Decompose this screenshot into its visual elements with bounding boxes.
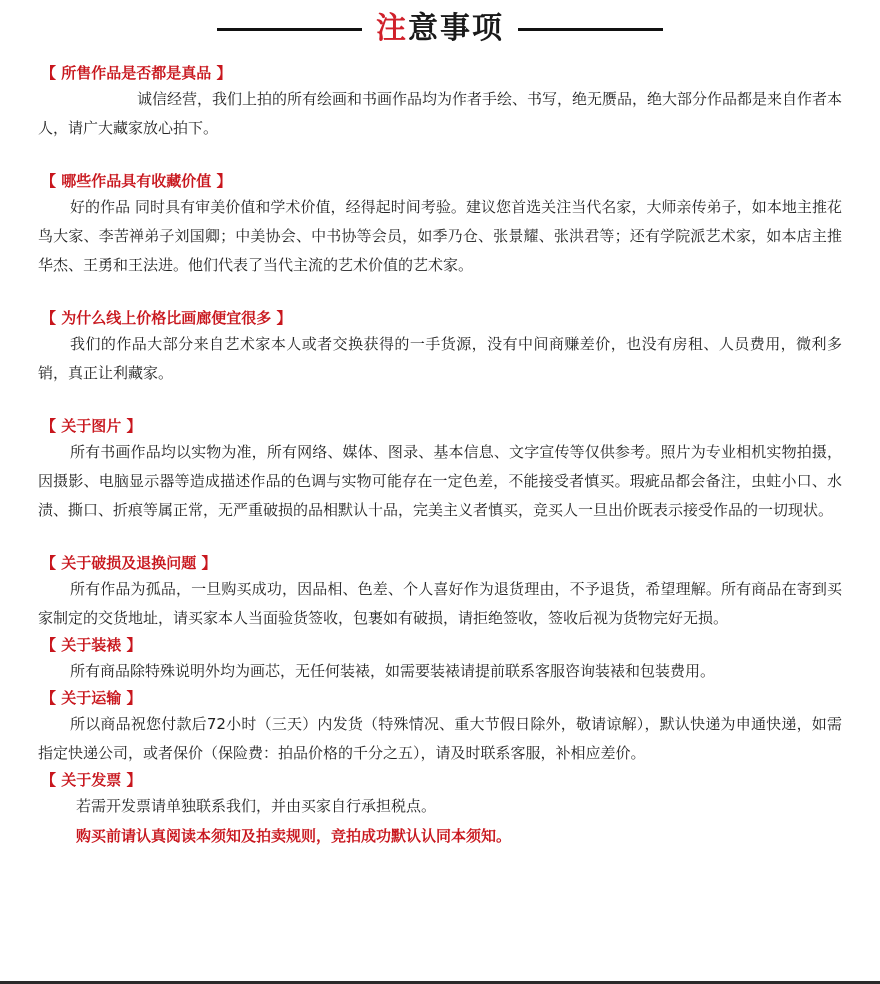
section-body: 所有书画作品均以实物为准，所有网络、媒体、图录、基本信息、文字宣传等仅供参考。照片为专业相机实物拍摄，因摄影、电脑显示器等造成描述作品的色调与实物可能存在一定色差，不能接受者慎买。瑕疵品都会备注，虫蛀小口、水渍、撕口、折痕等属正常，无严重破损的品相默认十品，完美主义者慎买，竞买人一旦出价既表示接受作品的一切现状。 [38, 443, 842, 519]
title-row [38, 0, 842, 58]
title-accent-char: 注 [376, 11, 408, 46]
section-shipping [38, 688, 842, 768]
section-returns [38, 553, 842, 633]
section-authenticity [38, 63, 842, 143]
section-heading: 【 关于图片 】 [41, 417, 142, 435]
section-body: 所有作品为孤品，一旦购买成功，因品相、色差、个人喜好作为退货理由，不予退货，希望理解。所有商品在寄到买家制定的交货地址，请买家本人当面验货签收，包裹如有破损，请拒绝签收，签收后视为货物完好无损。 [38, 580, 842, 627]
section-body: 所有商品除特殊说明外均为画芯，无任何装裱，如需要装裱请提前联系客服咨询装裱和包装费用。 [70, 662, 716, 680]
section-mounting [38, 635, 842, 686]
section-body: 若需开发票请单独联系我们，并由买家自行承担税点。 [76, 797, 437, 815]
final-notice: 购买前请认真阅读本须知及拍卖规则，竞拍成功默认认同本须知。 [76, 827, 512, 845]
section-pictures [38, 416, 842, 525]
section-heading: 【 关于运输 】 [41, 689, 142, 707]
section-invoice [38, 770, 842, 821]
section-body: 诚信经营，我们上拍的所有绘画和书画作品均为作者手绘、书写，绝无赝品，绝大部分作品都是来自作者本人，请广大藏家放心拍下。 [38, 90, 843, 137]
section-body: 我们的作品大部分来自艺术家本人或者交换获得的一手货源，没有中间商赚差价，也没有房租、人员费用，微利多销，真正让利藏家。 [38, 335, 842, 382]
section-heading: 【 关于装裱 】 [41, 636, 142, 654]
section-heading: 【 哪些作品具有收藏价值 】 [41, 172, 232, 190]
title-rest: 意事项 [408, 11, 504, 46]
section-heading: 【 关于发票 】 [41, 771, 142, 789]
section-price [38, 308, 842, 388]
section-collection-value [38, 171, 842, 280]
title-left-rule [217, 28, 362, 31]
title-right-rule [518, 28, 663, 31]
section-heading: 【 为什么线上价格比画廊便宜很多 】 [41, 309, 292, 327]
section-heading: 【 所售作品是否都是真品 】 [41, 64, 232, 82]
section-heading: 【 关于破损及退换问题 】 [41, 554, 217, 572]
section-body: 所以商品祝您付款后72小时（三天）内发货（特殊情况、重大节假日除外，敬请谅解），默认快递为申通快递，如需指定快递公司，或者保价（保险费：拍品价格的千分之五），请及时联系客服，补相应差价。 [38, 715, 842, 762]
page-title [376, 11, 504, 46]
section-body: 好的作品 同时具有审美价值和学术价值，经得起时间考验。建议您首选关注当代名家，大师亲传弟子，如本地主推花鸟大家、李苦禅弟子刘国卿；中美协会、中书协等会员，如季乃仓、张景耀、张洪君等；还有学院派艺术家，如本店主推华杰、王勇和王法进。他们代表了当代主流的艺术价值的艺术家。 [38, 198, 842, 274]
